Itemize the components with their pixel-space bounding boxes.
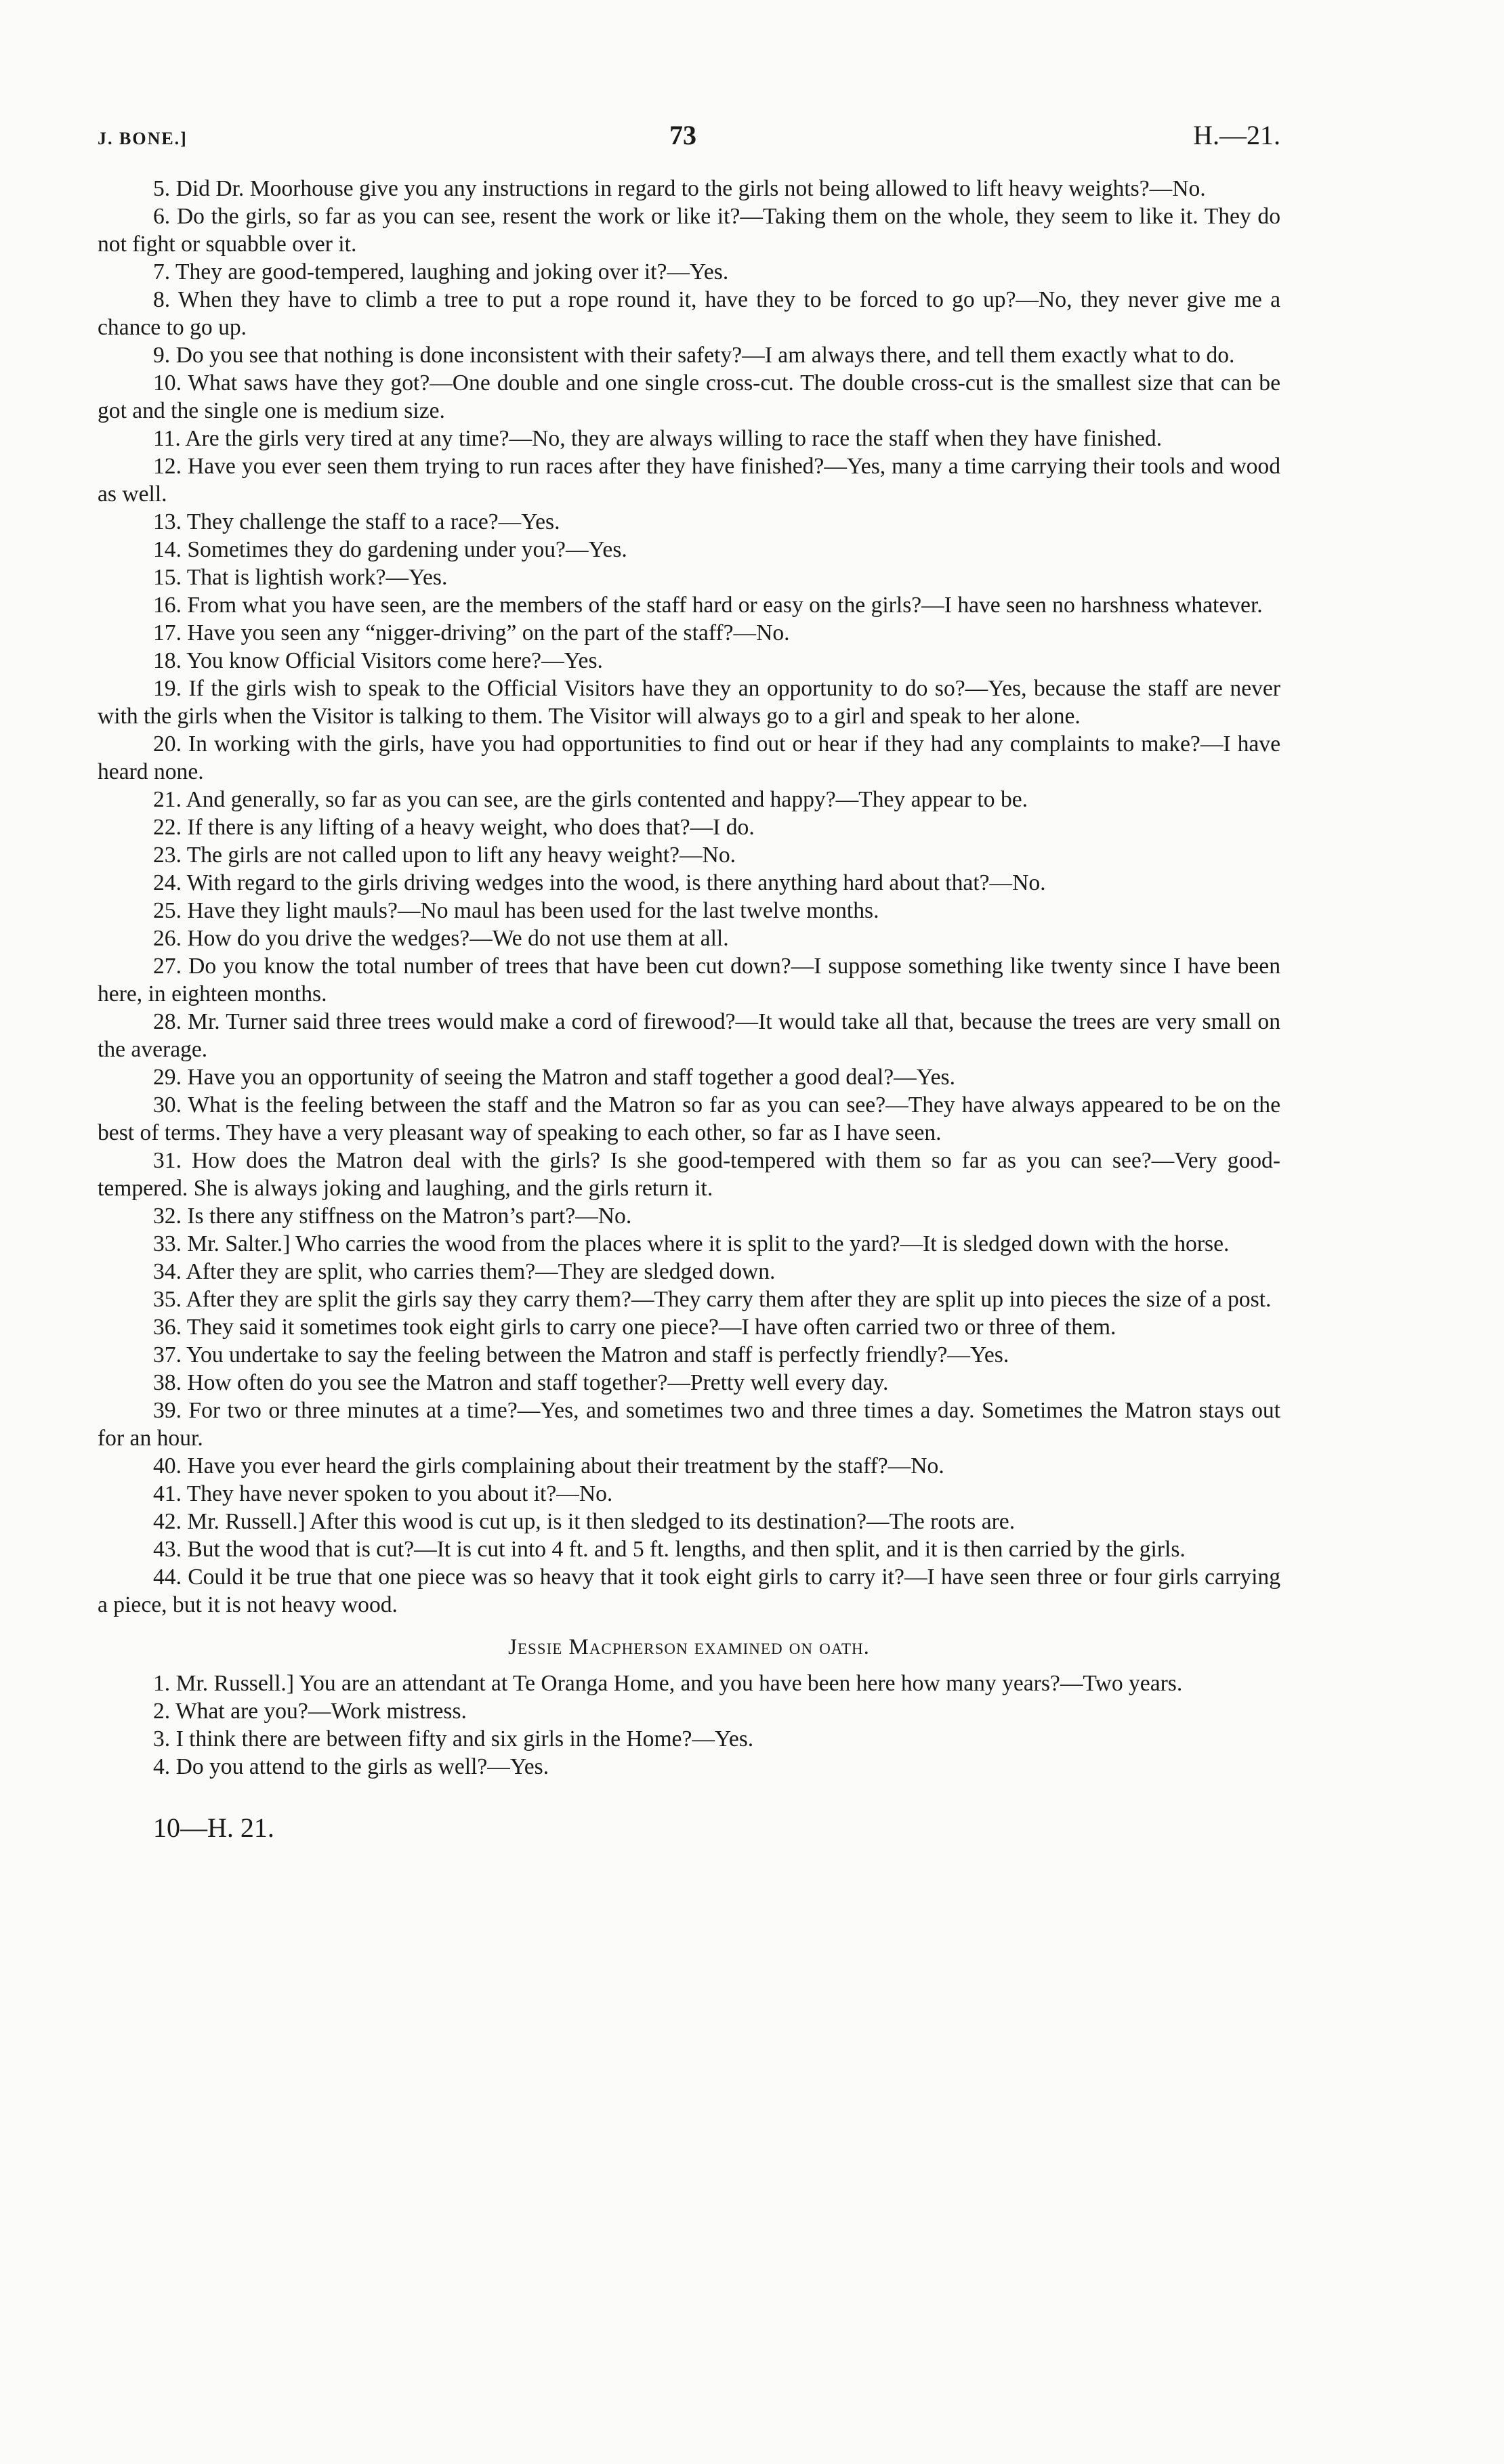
question-answer: 32. Is there any stiffness on the Matron’s part?—No. [153, 1204, 632, 1229]
question-answer: 21. And generally, so far as you can see, are the girls contented and happy?—They appear to be. [153, 787, 1028, 812]
question-answer: 37. You undertake to say the feeling between the Matron and staff is perfectly friendly?—Yes. [153, 1342, 1009, 1367]
question-answer: 31. How does the Matron deal with the girls? Is she good-tempered with them so far as you can see?—Very good-tempered. She is always joking and laughing, and the girls return it. [98, 1148, 1280, 1201]
document-reference: H.—21. [1193, 120, 1280, 150]
question-answer: 30. What is the feeling between the staff and the Matron so far as you can see?—They have always appeared to be on the best of terms. They have a very pleasant way of speaking to each other, so far as I have seen. [98, 1092, 1280, 1145]
question-answer: 11. Are the girls very tired at any time?—No, they are always willing to race the staff when they have finished. [153, 426, 1163, 451]
question-answer: 40. Have you ever heard the girls complaining about their treatment by the staff?—No. [153, 1453, 944, 1479]
header-witness-name: J. BONE.] [98, 129, 188, 148]
question-answer: 23. The girls are not called upon to lift any heavy weight?—No. [153, 843, 736, 868]
question-answer: 25. Have they light mauls?—No maul has been used for the last twelve months. [153, 898, 879, 923]
question-answer: 26. How do you drive the wedges?—We do not use them at all. [153, 926, 729, 951]
question-answer: 24. With regard to the girls driving wedges into the wood, is there anything hard about that?—No. [153, 870, 1046, 895]
question-answer: 15. That is lightish work?—Yes. [153, 565, 448, 590]
question-answer: 28. Mr. Turner said three trees would make a cord of firewood?—It would take all that, because the trees are very small on the average. [98, 1009, 1280, 1062]
question-answer: 43. But the wood that is cut?—It is cut into 4 ft. and 5 ft. lengths, and then split, and it is then carried by the girls. [153, 1537, 1186, 1562]
question-answer: 36. They said it sometimes took eight girls to carry one piece?—I have often carried two or three of them. [153, 1315, 1116, 1340]
question-answer: 12. Have you ever seen them trying to run races after they have finished?—Yes, many a time carrying their tools and wood as well. [98, 454, 1280, 507]
question-answer: 22. If there is any lifting of a heavy weight, who does that?—I do. [153, 815, 755, 840]
testimony-body [98, 175, 1280, 1781]
question-answer: 16. From what you have seen, are the members of the staff hard or easy on the girls?—I have seen no harshness whatever. [153, 593, 1263, 618]
question-answer: 2. What are you?—Work mistress. [153, 1699, 467, 1724]
question-answer: 7. They are good-tempered, laughing and joking over it?—Yes. [153, 259, 729, 284]
question-answer: 8. When they have to climb a tree to put a rope round it, have they to be forced to go up?—No, they never give me a chance to go up. [98, 287, 1280, 340]
question-answer: 10. What saws have they got?—One double and one single cross-cut. The double cross-cut is the smallest size that can be got and the single one is medium size. [98, 370, 1280, 423]
question-answer: 34. After they are split, who carries them?—They are sledged down. [153, 1259, 776, 1284]
witness-heading: Jessie Macpherson examined on oath. [508, 1635, 870, 1659]
question-answer: 41. They have never spoken to you about it?—No. [153, 1481, 613, 1506]
question-answer: 14. Sometimes they do gardening under you?—Yes. [153, 537, 627, 562]
question-answer: 29. Have you an opportunity of seeing the Matron and staff together a good deal?—Yes. [153, 1065, 955, 1090]
question-answer: 38. How often do you see the Matron and staff together?—Pretty well every day. [153, 1370, 889, 1395]
question-answer: 17. Have you seen any “nigger-driving” on the part of the staff?—No. [153, 620, 790, 645]
question-answer: 4. Do you attend to the girls as well?—Yes. [153, 1754, 549, 1779]
page-number: 73 [669, 120, 696, 150]
question-answer: 1. Mr. Russell.] You are an attendant at Te Oranga Home, and you have been here how many years?—Two years. [153, 1671, 1183, 1696]
question-answer: 13. They challenge the staff to a race?—Yes. [153, 509, 560, 534]
question-answer: 27. Do you know the total number of trees that have been cut down?—I suppose something like twenty since I have been here, in eighteen months. [98, 954, 1280, 1006]
question-answer: 39. For two or three minutes at a time?—Yes, and sometimes two and three times a day. Sometimes the Matron stays out for an hour. [98, 1398, 1280, 1451]
macpherson-testimony [98, 1670, 1280, 1781]
question-answer: 9. Do you see that nothing is done inconsistent with their safety?—I am always there, and tell them exactly what to do. [153, 343, 1235, 368]
page-footer: 10—H. 21. [153, 1812, 274, 1843]
question-answer: 44. Could it be true that one piece was so heavy that it took eight girls to carry it?—I have seen three or four girls carrying a piece, but it is not heavy wood. [98, 1565, 1280, 1617]
question-answer: 6. Do the girls, so far as you can see, resent the work or like it?—Taking them on the whole, they seem to like it. They do not fight or squabble over it. [98, 204, 1280, 257]
question-answer: 19. If the girls wish to speak to the Official Visitors have they an opportunity to do so?—Yes, because the staff are never with the girls when the Visitor is talking to them. The Visitor will always go to a girl and speak to her alone. [98, 676, 1280, 729]
question-answer: 33. Mr. Salter.] Who carries the wood from the places where it is split to the yard?—It is sledged down with the horse. [153, 1231, 1230, 1256]
question-answer: 42. Mr. Russell.] After this wood is cut up, is it then sledged to its destination?—The roots are. [153, 1509, 1016, 1534]
document-page [98, 108, 1280, 1844]
question-answer: 20. In working with the girls, have you had opportunities to find out or hear if they had any complaints to make?—I have heard none. [98, 731, 1280, 784]
question-answer: 18. You know Official Visitors come here?—Yes. [153, 648, 603, 673]
question-answer: 5. Did Dr. Moorhouse give you any instructions in regard to the girls not being allowed to lift heavy weights?—No. [153, 176, 1206, 201]
page-header [98, 108, 1280, 156]
bone-testimony [98, 175, 1280, 1619]
question-answer: 35. After they are split the girls say they carry them?—They carry them after they are split up into pieces the size of a post. [153, 1287, 1272, 1312]
question-answer: 3. I think there are between fifty and six girls in the Home?—Yes. [153, 1726, 754, 1751]
